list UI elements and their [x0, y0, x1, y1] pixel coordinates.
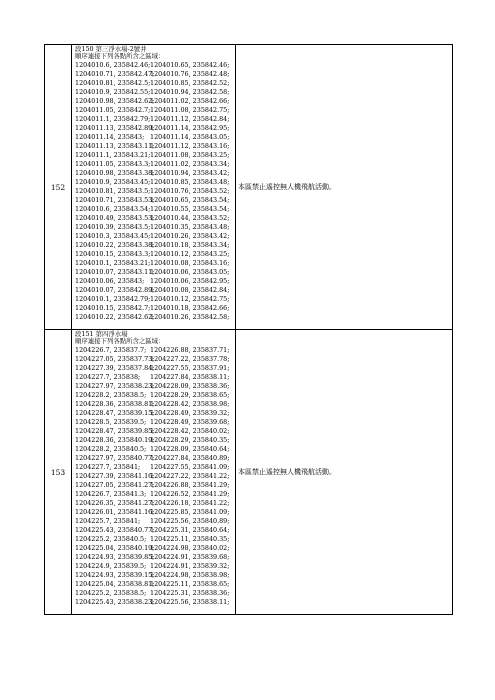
coordinate-line — [75, 268, 235, 277]
coordinate-point: 1204010.98, 235843.38; — [75, 168, 155, 177]
coordinate-line — [75, 418, 235, 427]
coordinate-point: 1204225.43, 235838.23; — [75, 598, 155, 607]
coordinate-line — [75, 313, 235, 322]
coordinate-line — [75, 259, 235, 268]
coordinate-line — [75, 295, 235, 304]
coordinate-point: 1204010.71, 235842.47; — [75, 69, 155, 78]
coordinate-line — [75, 79, 235, 88]
coordinate-point: 1204011.1, 235842.79; — [75, 114, 151, 123]
coordinate-line — [75, 178, 235, 187]
coordinate-point: 1204010.39, 235843.5; — [75, 223, 151, 232]
coordinate-point: 1204227.55, 235841.09; — [150, 463, 230, 471]
coordinate-line — [75, 427, 235, 436]
coordinate-point: 1204010.94, 235842.58; — [150, 87, 230, 96]
coordinate-point: 1204225.04, 235840.19; — [75, 544, 155, 553]
coordinate-point: 1204227.39, 235837.84; — [75, 363, 155, 372]
coordinate-point: 1204011.13, 235842.89; — [75, 123, 155, 132]
coordinate-point: 1204228.2, 235840.5; — [75, 444, 147, 453]
coordinate-point: 1204226.01, 235841.16; — [75, 508, 155, 517]
restriction-remark: 本區禁止遙控無人機飛航活動。 — [236, 45, 453, 330]
coordinate-line — [75, 400, 235, 409]
coordinate-point: 1204010.08, 235843.16; — [150, 259, 230, 268]
coordinate-point: 1204010.06, 235843; — [75, 277, 145, 286]
coordinate-line — [75, 124, 235, 133]
coordinate-line — [75, 589, 235, 598]
area-intro: 順序連接下列各點所含之區域： — [75, 52, 165, 61]
coordinate-line — [75, 88, 235, 97]
coordinate-line — [75, 214, 235, 223]
coordinate-point: 1204010.3, 235843.45; — [75, 232, 151, 241]
coordinate-line — [75, 463, 235, 472]
coordinate-point: 1204225.2, 235840.5; — [75, 535, 147, 544]
coordinate-list — [75, 346, 235, 608]
coordinate-point: 1204227.22, 235837.78; — [150, 354, 230, 363]
coordinate-point: 1204010.08, 235842.84; — [150, 286, 230, 295]
coordinate-point: 1204224.9, 235839.5; — [75, 562, 147, 571]
coordinate-point: 1204225.11, 235840.35; — [150, 535, 230, 544]
coordinate-point: 1204226.88, 235837.71; — [150, 345, 230, 354]
coordinate-point: 1204227.05, 235837.73; — [75, 354, 155, 363]
coordinate-point: 1204011.08, 235842.75; — [150, 105, 230, 114]
coordinate-line — [75, 346, 235, 355]
area-title: 段150 第三淨水場-2號井 — [75, 45, 147, 53]
coordinate-point: 1204010.9, 235843.45; — [75, 178, 151, 186]
coordinate-point: 1204227.97, 235840.77; — [75, 453, 155, 462]
coordinate-line — [75, 508, 235, 517]
coordinate-line — [75, 562, 235, 571]
coordinate-line — [75, 409, 235, 418]
coordinate-list — [75, 61, 235, 323]
area-description-cell — [72, 45, 236, 330]
coordinate-point: 1204225.31, 235838.36; — [150, 589, 230, 598]
coordinate-point: 1204227.7, 235841; — [75, 463, 141, 471]
coordinate-point: 1204225.11, 235838.65; — [150, 580, 230, 589]
coordinate-point: 1204224.98, 235840.02; — [150, 544, 230, 553]
coordinate-point: 1204010.26, 235843.42; — [150, 232, 230, 241]
coordinate-point: 1204225.43, 235840.77; — [75, 526, 155, 535]
coordinate-point: 1204227.05, 235841.27; — [75, 481, 155, 490]
coordinate-line — [75, 250, 235, 259]
coordinate-point: 1204010.44, 235843.52; — [150, 214, 230, 223]
area-intro: 順序連接下列各點所含之區域： — [75, 337, 165, 346]
coordinate-point: 1204225.56, 235840.89; — [150, 517, 230, 526]
coordinate-line — [75, 70, 235, 79]
coordinate-line — [75, 241, 235, 250]
coordinate-point: 1204010.1, 235843.21; — [75, 259, 151, 268]
coordinate-point: 1204010.81, 235842.5; — [75, 78, 151, 87]
coordinate-point: 1204225.04, 235838.81; — [75, 580, 155, 589]
coordinate-point: 1204226.7, 235841.3; — [75, 490, 147, 499]
coordinate-point: 1204010.65, 235843.54; — [150, 196, 230, 205]
coordinate-point: 1204010.85, 235843.48; — [150, 178, 230, 186]
coordinate-point: 1204010.12, 235843.25; — [150, 250, 230, 259]
coordinate-line — [75, 364, 235, 373]
coordinate-line — [75, 169, 235, 178]
coordinate-line — [75, 187, 235, 196]
coordinate-point: 1204224.91, 235839.68; — [150, 553, 230, 562]
coordinate-line — [75, 151, 235, 160]
coordinate-point: 1204010.85, 235842.52; — [150, 78, 230, 87]
coordinate-line — [75, 598, 235, 607]
coordinate-line — [75, 286, 235, 295]
coordinate-point: 1204010.9, 235842.55; — [75, 87, 151, 96]
coordinate-line — [75, 517, 235, 526]
coordinate-point: 1204226.35, 235841.27; — [75, 499, 155, 508]
coordinate-point: 1204228.29, 235838.65; — [150, 390, 230, 399]
coordinate-line — [75, 526, 235, 535]
coordinate-line — [75, 535, 235, 544]
coordinate-line — [75, 61, 235, 70]
coordinate-point: 1204011.12, 235843.16; — [150, 141, 230, 150]
coordinate-point: 1204011.05, 235842.7; — [75, 105, 151, 114]
coordinate-point: 1204225.56, 235838.11; — [150, 598, 230, 607]
coordinate-point: 1204228.2, 235838.5; — [75, 390, 147, 399]
coordinate-line — [75, 97, 235, 106]
coordinate-point: 1204228.42, 235838.98; — [150, 399, 230, 408]
coordinate-point: 1204228.42, 235840.02; — [150, 426, 230, 435]
area-description-cell — [72, 330, 236, 615]
coordinate-point: 1204228.09, 235840.64; — [150, 444, 230, 453]
coordinate-line — [75, 382, 235, 391]
coordinate-point: 1204010.15, 235843.3; — [75, 250, 151, 259]
coordinate-point: 1204226.7, 235837.7; — [75, 345, 147, 354]
coordinate-point: 1204011.08, 235843.25; — [150, 150, 230, 159]
coordinate-point: 1204010.26, 235842.58; — [150, 313, 230, 322]
coordinate-point: 1204227.97, 235838.23; — [75, 381, 155, 390]
coordinate-point: 1204227.22, 235841.22; — [150, 472, 230, 481]
coordinate-point: 1204228.47, 235839.15; — [75, 408, 155, 417]
coordinate-point: 1204224.98, 235838.98; — [150, 571, 230, 580]
coordinate-point: 1204011.02, 235842.66; — [150, 96, 230, 105]
coordinate-point: 1204010.76, 235843.52; — [150, 187, 230, 196]
coordinate-line — [75, 481, 235, 490]
coordinate-point: 1204228.49, 235839.68; — [150, 417, 230, 426]
coordinate-point: 1204010.22, 235843.38; — [75, 241, 155, 250]
coordinate-point: 1204010.71, 235843.53; — [75, 196, 155, 205]
coordinate-point: 1204228.47, 235839.85; — [75, 426, 155, 435]
coordinate-point: 1204010.18, 235843.34; — [150, 241, 230, 250]
coordinate-point: 1204224.93, 235839.15; — [75, 571, 155, 580]
coordinate-line — [75, 445, 235, 454]
coordinate-point: 1204228.36, 235838.81; — [75, 399, 155, 408]
coordinate-line — [75, 571, 235, 580]
coordinate-point: 1204010.49, 235843.53; — [75, 214, 155, 223]
coordinate-point: 1204010.6, 235842.46; — [75, 60, 151, 69]
restricted-area-table — [44, 44, 453, 615]
coordinate-point: 1204225.7, 235841; — [75, 517, 141, 526]
coordinate-line — [75, 106, 235, 115]
coordinate-line — [75, 472, 235, 481]
coordinate-line — [75, 499, 235, 508]
coordinate-line — [75, 580, 235, 589]
coordinate-line — [75, 205, 235, 214]
coordinate-point: 1204011.14, 235843.05; — [150, 132, 230, 141]
coordinate-line — [75, 304, 235, 313]
coordinate-point: 1204224.93, 235839.85; — [75, 553, 155, 562]
coordinate-line — [75, 553, 235, 562]
coordinate-line — [75, 133, 235, 142]
coordinate-point: 1204224.91, 235839.32; — [150, 562, 230, 571]
coordinate-point: 1204010.81, 235843.5; — [75, 187, 151, 196]
coordinate-point: 1204227.7, 235838; — [75, 372, 141, 381]
coordinate-point: 1204010.55, 235843.54; — [150, 205, 230, 214]
coordinate-point: 1204227.84, 235838.11; — [150, 372, 230, 381]
coordinate-line — [75, 454, 235, 463]
coordinate-point: 1204226.88, 235841.29; — [150, 481, 230, 490]
coordinate-line — [75, 544, 235, 553]
coordinate-point: 1204011.05, 235843.3; — [75, 159, 151, 168]
coordinate-point: 1204226.52, 235841.29; — [150, 490, 230, 499]
coordinate-point: 1204011.14, 235842.95; — [150, 123, 230, 132]
coordinate-point: 1204010.12, 235842.75; — [150, 295, 230, 304]
coordinate-point: 1204010.07, 235843.11; — [75, 268, 155, 277]
coordinate-point: 1204225.2, 235838.5; — [75, 589, 147, 598]
coordinate-point: 1204010.18, 235842.66; — [150, 304, 230, 313]
coordinate-line — [75, 373, 235, 382]
coordinate-point: 1204010.06, 235842.95; — [150, 277, 230, 286]
coordinate-line — [75, 490, 235, 499]
coordinate-point: 1204010.6, 235843.54; — [75, 205, 151, 214]
coordinate-point: 1204227.39, 235841.16; — [75, 472, 155, 481]
coordinate-line — [75, 355, 235, 364]
coordinate-line — [75, 160, 235, 169]
row-number: 152 — [45, 45, 72, 330]
coordinate-line — [75, 142, 235, 151]
coordinate-line — [75, 277, 235, 286]
table-row — [45, 45, 453, 330]
coordinate-line — [75, 436, 235, 445]
row-number: 153 — [45, 330, 72, 615]
coordinate-point: 1204010.76, 235842.48; — [150, 69, 230, 78]
table-row — [45, 330, 453, 615]
coordinate-point: 1204011.02, 235843.34; — [150, 159, 230, 168]
coordinate-point: 1204011.1, 235843.21; — [75, 150, 151, 159]
coordinate-point: 1204225.31, 235840.64; — [150, 526, 230, 535]
coordinate-point: 1204227.84, 235840.89; — [150, 453, 230, 462]
coordinate-point: 1204010.15, 235842.7; — [75, 304, 151, 313]
coordinate-point: 1204228.49, 235839.32; — [150, 408, 230, 417]
coordinate-line — [75, 391, 235, 400]
coordinate-line — [75, 232, 235, 241]
coordinate-point: 1204011.14, 235843; — [75, 132, 145, 141]
coordinate-point: 1204228.09, 235838.36; — [150, 381, 230, 390]
coordinate-point: 1204226.18, 235841.22; — [150, 499, 230, 508]
coordinate-point: 1204010.94, 235843.42; — [150, 168, 230, 177]
area-title: 段151 第四淨水場 — [75, 330, 128, 338]
coordinate-point: 1204010.07, 235842.89; — [75, 286, 155, 295]
coordinate-line — [75, 115, 235, 124]
coordinate-point: 1204010.98, 235842.62; — [75, 96, 155, 105]
coordinate-point: 1204225.85, 235841.09; — [150, 508, 230, 517]
coordinate-point: 1204011.13, 235843.11; — [75, 141, 155, 150]
coordinate-point: 1204011.12, 235842.84; — [150, 114, 230, 123]
coordinate-point: 1204010.1, 235842.79; — [75, 295, 151, 304]
coordinate-point: 1204010.06, 235843.05; — [150, 268, 230, 277]
coordinate-point: 1204228.36, 235840.19; — [75, 435, 155, 444]
coordinate-point: 1204010.22, 235842.62; — [75, 313, 155, 322]
coordinate-point: 1204228.5, 235839.5; — [75, 417, 147, 426]
restriction-remark: 本區禁止遙控無人機飛航活動。 — [236, 330, 453, 615]
coordinate-point: 1204228.29, 235840.35; — [150, 435, 230, 444]
coordinate-line — [75, 196, 235, 205]
coordinate-point: 1204227.55, 235837.91; — [150, 363, 230, 372]
coordinate-line — [75, 223, 235, 232]
coordinate-point: 1204010.65, 235842.46; — [150, 60, 230, 69]
coordinate-point: 1204010.35, 235843.48; — [150, 223, 230, 232]
